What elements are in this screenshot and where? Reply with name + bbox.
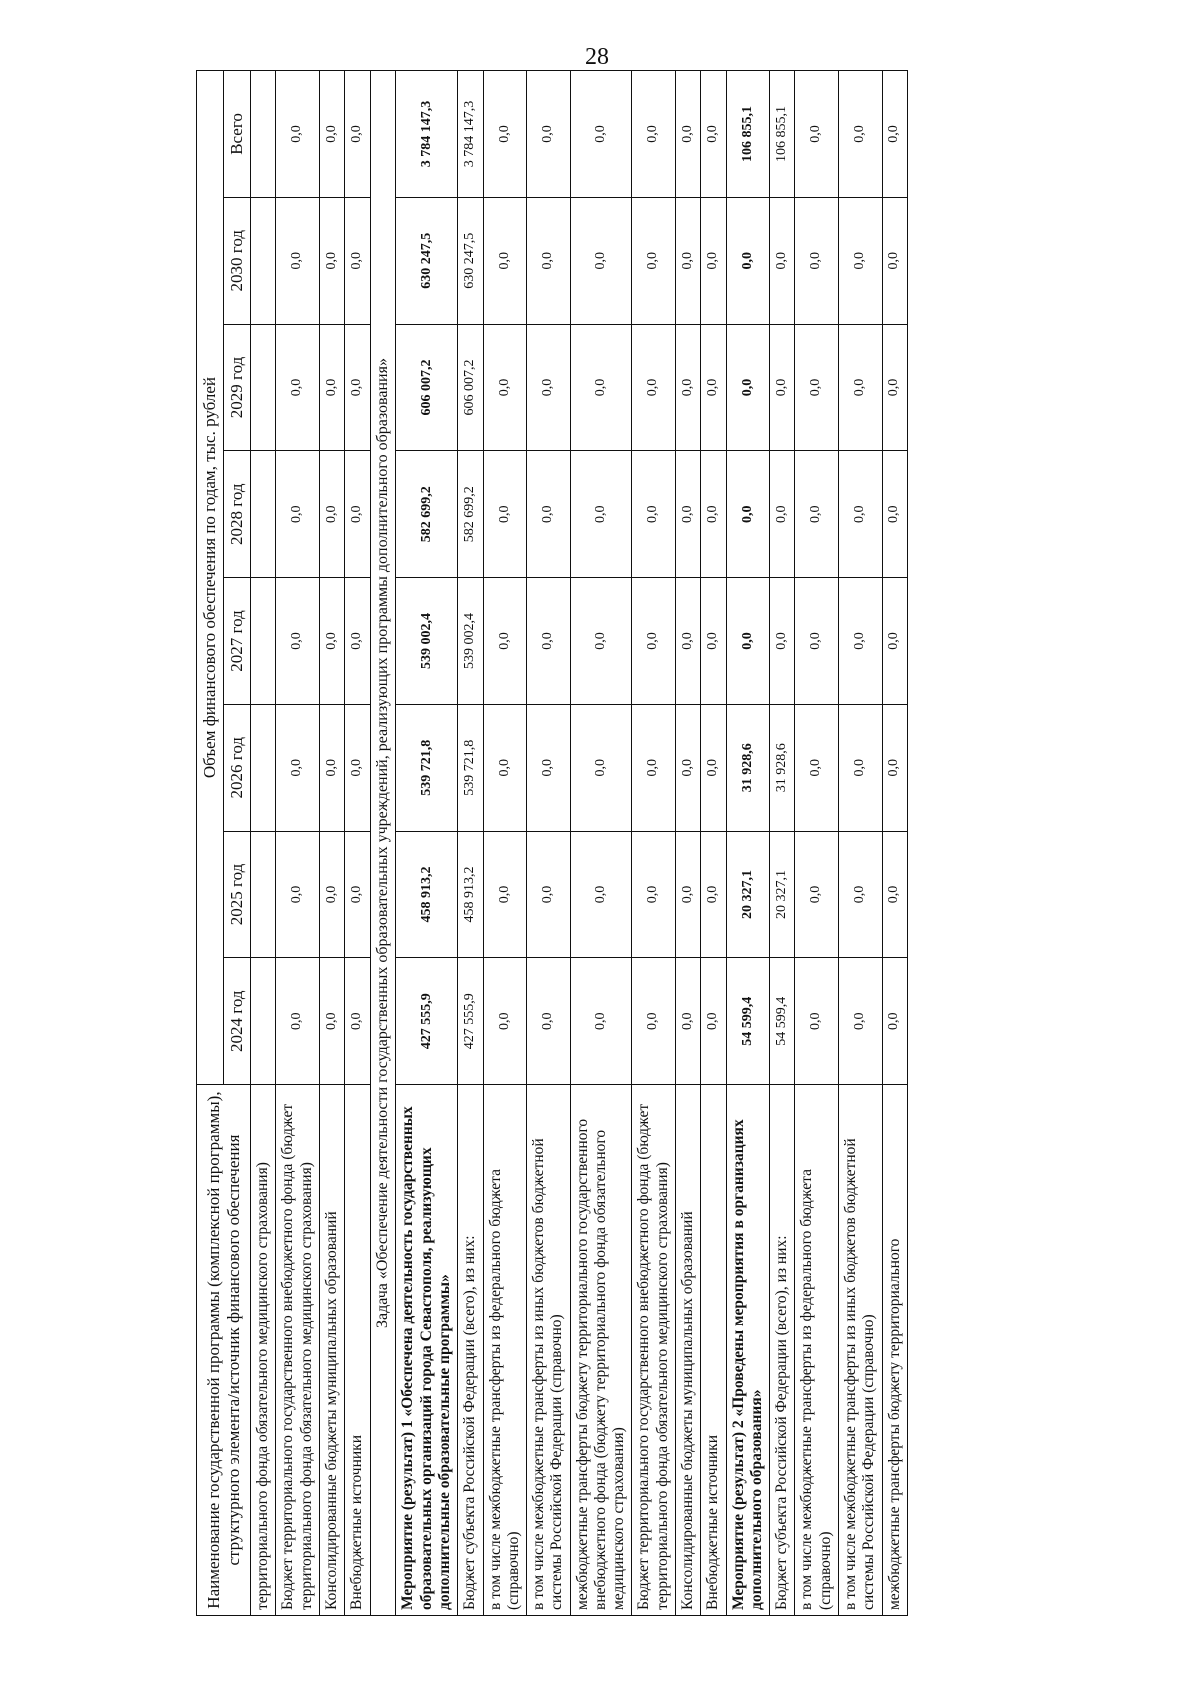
- row-value-cell: 0,0: [527, 71, 571, 198]
- row-value-cell: 0,0: [319, 578, 344, 705]
- row-value-cell: 0,0: [795, 704, 839, 831]
- row-value-cell: 0,0: [839, 197, 883, 324]
- header-year-0: 2024 год: [224, 958, 251, 1085]
- table-row: [527, 71, 571, 1616]
- row-value-cell: 0,0: [882, 197, 907, 324]
- row-value-cell: 0,0: [345, 324, 370, 451]
- row-source-name: Бюджет территориального государственного внебюджетного фонда (бюджет территориального фонда обязательного медицинского страхования): [276, 1085, 320, 1616]
- row-value-cell: 0,0: [276, 704, 320, 831]
- row-value-cell: 0,0: [276, 578, 320, 705]
- row-value-cell: 630 247,5: [458, 197, 483, 324]
- row-source-name: Внебюджетные источники: [701, 1085, 726, 1616]
- header-year-7: Всего: [224, 71, 251, 198]
- row-value-cell: 0,0: [839, 451, 883, 578]
- row-value-cell: 0,0: [527, 831, 571, 958]
- row-value-cell: 0,0: [632, 831, 676, 958]
- row-value-cell: 0,0: [839, 71, 883, 198]
- row-value-cell: 0,0: [839, 324, 883, 451]
- row-value-cell: [251, 578, 276, 705]
- row-value-cell: 0,0: [527, 451, 571, 578]
- row-value-cell: 0,0: [570, 578, 632, 705]
- table-row: [396, 71, 458, 1616]
- row-value-cell: 630 247,5: [396, 197, 458, 324]
- row-value-cell: [251, 958, 276, 1085]
- row-value-cell: 0,0: [527, 958, 571, 1085]
- row-source-name: в том числе межбюджетные трансферты из федерального бюджета (справочно): [795, 1085, 839, 1616]
- row-value-cell: 0,0: [770, 578, 795, 705]
- row-value-cell: 0,0: [527, 197, 571, 324]
- header-year-2: 2026 год: [224, 704, 251, 831]
- row-source-name: Бюджет территориального государственного внебюджетного фонда (бюджет территориального фонда обязательного медицинского страхования): [632, 1085, 676, 1616]
- row-value-cell: 0,0: [483, 197, 527, 324]
- row-value-cell: 0,0: [882, 704, 907, 831]
- row-value-cell: 0,0: [319, 451, 344, 578]
- row-value-cell: 0,0: [483, 71, 527, 198]
- row-value-cell: 0,0: [839, 958, 883, 1085]
- row-value-cell: 3 784 147,3: [396, 71, 458, 198]
- row-value-cell: 0,0: [570, 958, 632, 1085]
- row-value-cell: 0,0: [882, 831, 907, 958]
- row-value-cell: 0,0: [345, 197, 370, 324]
- row-value-cell: 0,0: [276, 451, 320, 578]
- row-value-cell: [251, 324, 276, 451]
- row-value-cell: 0,0: [632, 958, 676, 1085]
- row-value-cell: 0,0: [882, 324, 907, 451]
- row-value-cell: 0,0: [345, 71, 370, 198]
- table-row: [839, 71, 883, 1616]
- row-value-cell: 0,0: [632, 71, 676, 198]
- row-source-name: Консолидированные бюджеты муниципальных образований: [319, 1085, 344, 1616]
- row-value-cell: 0,0: [701, 704, 726, 831]
- table-row: [319, 71, 344, 1616]
- row-value-cell: 0,0: [276, 831, 320, 958]
- row-value-cell: 0,0: [676, 197, 701, 324]
- row-value-cell: 0,0: [701, 197, 726, 324]
- table-row: [458, 71, 483, 1616]
- row-value-cell: 0,0: [882, 958, 907, 1085]
- table-row: [345, 71, 370, 1616]
- row-value-cell: 106 855,1: [770, 71, 795, 198]
- row-source-name: в том числе межбюджетные трансферты из федерального бюджета (справочно): [483, 1085, 527, 1616]
- row-value-cell: 31 928,6: [726, 704, 770, 831]
- row-value-cell: 0,0: [527, 324, 571, 451]
- row-value-cell: 0,0: [345, 831, 370, 958]
- row-value-cell: 0,0: [795, 324, 839, 451]
- row-value-cell: 0,0: [676, 324, 701, 451]
- header-financing-group: Объем финансового обеспечения по годам, тыс. рублей: [197, 71, 224, 1085]
- rotated-table-container: [196, 70, 1076, 1616]
- table-row: [701, 71, 726, 1616]
- row-value-cell: 0,0: [795, 578, 839, 705]
- row-value-cell: 0,0: [570, 197, 632, 324]
- task-title: Задача «Обеспечение деятельности государственных образовательных учреждений, реализующих программы дополнительного образования»: [370, 71, 396, 1616]
- row-value-cell: 0,0: [770, 197, 795, 324]
- row-value-cell: 106 855,1: [726, 71, 770, 198]
- table-row: [726, 71, 770, 1616]
- row-value-cell: 0,0: [632, 451, 676, 578]
- row-value-cell: 606 007,2: [458, 324, 483, 451]
- row-value-cell: 606 007,2: [396, 324, 458, 451]
- task-row: [370, 71, 396, 1616]
- row-value-cell: 0,0: [319, 958, 344, 1085]
- row-source-name: в том числе межбюджетные трансферты из иных бюджетов бюджетной системы Российской Федерации (справочно): [839, 1085, 883, 1616]
- row-value-cell: 0,0: [483, 704, 527, 831]
- row-value-cell: 0,0: [276, 958, 320, 1085]
- row-value-cell: 0,0: [726, 451, 770, 578]
- row-source-name: Консолидированные бюджеты муниципальных образований: [676, 1085, 701, 1616]
- row-value-cell: 20 327,1: [726, 831, 770, 958]
- row-value-cell: 0,0: [570, 451, 632, 578]
- table-row: [676, 71, 701, 1616]
- table-row: [770, 71, 795, 1616]
- header-year-1: 2025 год: [224, 831, 251, 958]
- row-value-cell: 0,0: [345, 451, 370, 578]
- row-value-cell: 0,0: [483, 451, 527, 578]
- row-value-cell: 0,0: [795, 71, 839, 198]
- row-source-name: межбюджетные трансферты бюджету территориального: [882, 1085, 907, 1616]
- row-value-cell: 0,0: [483, 324, 527, 451]
- row-value-cell: 0,0: [726, 197, 770, 324]
- financing-table: [196, 70, 908, 1616]
- row-value-cell: 0,0: [676, 831, 701, 958]
- row-value-cell: 0,0: [276, 324, 320, 451]
- row-value-cell: 0,0: [770, 451, 795, 578]
- row-value-cell: 0,0: [701, 578, 726, 705]
- row-value-cell: 0,0: [882, 578, 907, 705]
- row-value-cell: 539 721,8: [396, 704, 458, 831]
- row-value-cell: 0,0: [570, 704, 632, 831]
- page-number: 28: [585, 44, 609, 70]
- row-value-cell: 427 555,9: [458, 958, 483, 1085]
- row-value-cell: [251, 704, 276, 831]
- row-value-cell: 0,0: [632, 324, 676, 451]
- row-value-cell: 0,0: [345, 578, 370, 705]
- row-source-name: в том числе межбюджетные трансферты из иных бюджетов бюджетной системы Российской Федерации (справочно): [527, 1085, 571, 1616]
- row-value-cell: [251, 831, 276, 958]
- row-value-cell: 0,0: [839, 831, 883, 958]
- row-value-cell: 539 002,4: [458, 578, 483, 705]
- row-value-cell: 0,0: [483, 578, 527, 705]
- row-source-name: Мероприятие (результат) 2 «Проведены мероприятия в организациях дополнительного образования»: [726, 1085, 770, 1616]
- row-value-cell: 0,0: [632, 704, 676, 831]
- row-value-cell: 0,0: [632, 197, 676, 324]
- row-value-cell: 0,0: [276, 71, 320, 198]
- row-value-cell: 0,0: [570, 71, 632, 198]
- row-value-cell: 3 784 147,3: [458, 71, 483, 198]
- row-value-cell: 0,0: [676, 958, 701, 1085]
- row-value-cell: 0,0: [276, 197, 320, 324]
- row-value-cell: 0,0: [345, 958, 370, 1085]
- row-value-cell: 0,0: [839, 704, 883, 831]
- row-value-cell: 0,0: [319, 704, 344, 831]
- row-value-cell: 0,0: [527, 704, 571, 831]
- row-value-cell: 0,0: [632, 578, 676, 705]
- row-value-cell: 0,0: [570, 831, 632, 958]
- row-value-cell: 31 928,6: [770, 704, 795, 831]
- row-value-cell: 0,0: [676, 451, 701, 578]
- row-value-cell: 0,0: [726, 324, 770, 451]
- row-value-cell: 582 699,2: [396, 451, 458, 578]
- row-value-cell: 0,0: [676, 71, 701, 198]
- row-value-cell: 0,0: [882, 451, 907, 578]
- header-name-column: Наименование государственной программы (комплексной программы), структурного элемента/источник финансового обеспечения: [197, 1085, 251, 1616]
- row-value-cell: 0,0: [319, 831, 344, 958]
- row-value-cell: 0,0: [795, 197, 839, 324]
- row-value-cell: 0,0: [701, 831, 726, 958]
- row-source-name: Внебюджетные источники: [345, 1085, 370, 1616]
- row-value-cell: 0,0: [839, 578, 883, 705]
- row-value-cell: 0,0: [795, 958, 839, 1085]
- row-value-cell: 54 599,4: [770, 958, 795, 1085]
- table-body: [251, 71, 908, 1616]
- header-year-4: 2028 год: [224, 451, 251, 578]
- row-value-cell: 0,0: [570, 324, 632, 451]
- table-row: [632, 71, 676, 1616]
- row-value-cell: 0,0: [319, 197, 344, 324]
- row-value-cell: 0,0: [676, 578, 701, 705]
- row-value-cell: 0,0: [701, 451, 726, 578]
- row-source-name: межбюджетные трансферты бюджету территориального государственного внебюджетного фонда (бюджету территориального фонда обязательного медицинского страхования): [570, 1085, 632, 1616]
- row-source-name: Бюджет субъекта Российской Федерации (всего), из них:: [458, 1085, 483, 1616]
- row-value-cell: 427 555,9: [396, 958, 458, 1085]
- header-year-5: 2029 год: [224, 324, 251, 451]
- header-year-3: 2027 год: [224, 578, 251, 705]
- row-value-cell: 539 721,8: [458, 704, 483, 831]
- row-value-cell: 0,0: [701, 71, 726, 198]
- row-value-cell: 0,0: [882, 71, 907, 198]
- row-value-cell: 0,0: [770, 324, 795, 451]
- row-value-cell: 0,0: [701, 324, 726, 451]
- row-value-cell: [251, 197, 276, 324]
- table-row: [483, 71, 527, 1616]
- row-value-cell: 20 327,1: [770, 831, 795, 958]
- row-value-cell: 458 913,2: [458, 831, 483, 958]
- row-value-cell: 0,0: [676, 704, 701, 831]
- row-value-cell: 0,0: [483, 958, 527, 1085]
- row-value-cell: [251, 451, 276, 578]
- table-row: [276, 71, 320, 1616]
- row-value-cell: [251, 71, 276, 198]
- header-year-6: 2030 год: [224, 197, 251, 324]
- row-value-cell: 0,0: [319, 324, 344, 451]
- table-row: [882, 71, 907, 1616]
- row-value-cell: 0,0: [795, 831, 839, 958]
- row-source-name: территориального фонда обязательного медицинского страхования): [251, 1085, 276, 1616]
- row-value-cell: 0,0: [345, 704, 370, 831]
- row-value-cell: 54 599,4: [726, 958, 770, 1085]
- row-source-name: Бюджет субъекта Российской Федерации (всего), из них:: [770, 1085, 795, 1616]
- row-value-cell: 0,0: [319, 71, 344, 198]
- row-value-cell: 0,0: [701, 958, 726, 1085]
- row-value-cell: 0,0: [726, 578, 770, 705]
- row-source-name: Мероприятие (результат) 1 «Обеспечена деятельность государственных образовательных организаций города Севастополя, реализующих дополнительные образовательные программы»: [396, 1085, 458, 1616]
- row-value-cell: 539 002,4: [396, 578, 458, 705]
- table-row: [570, 71, 632, 1616]
- row-value-cell: 0,0: [795, 451, 839, 578]
- table-row: [251, 71, 276, 1616]
- row-value-cell: 458 913,2: [396, 831, 458, 958]
- row-value-cell: 0,0: [483, 831, 527, 958]
- table-row: [795, 71, 839, 1616]
- row-value-cell: 0,0: [527, 578, 571, 705]
- row-value-cell: 582 699,2: [458, 451, 483, 578]
